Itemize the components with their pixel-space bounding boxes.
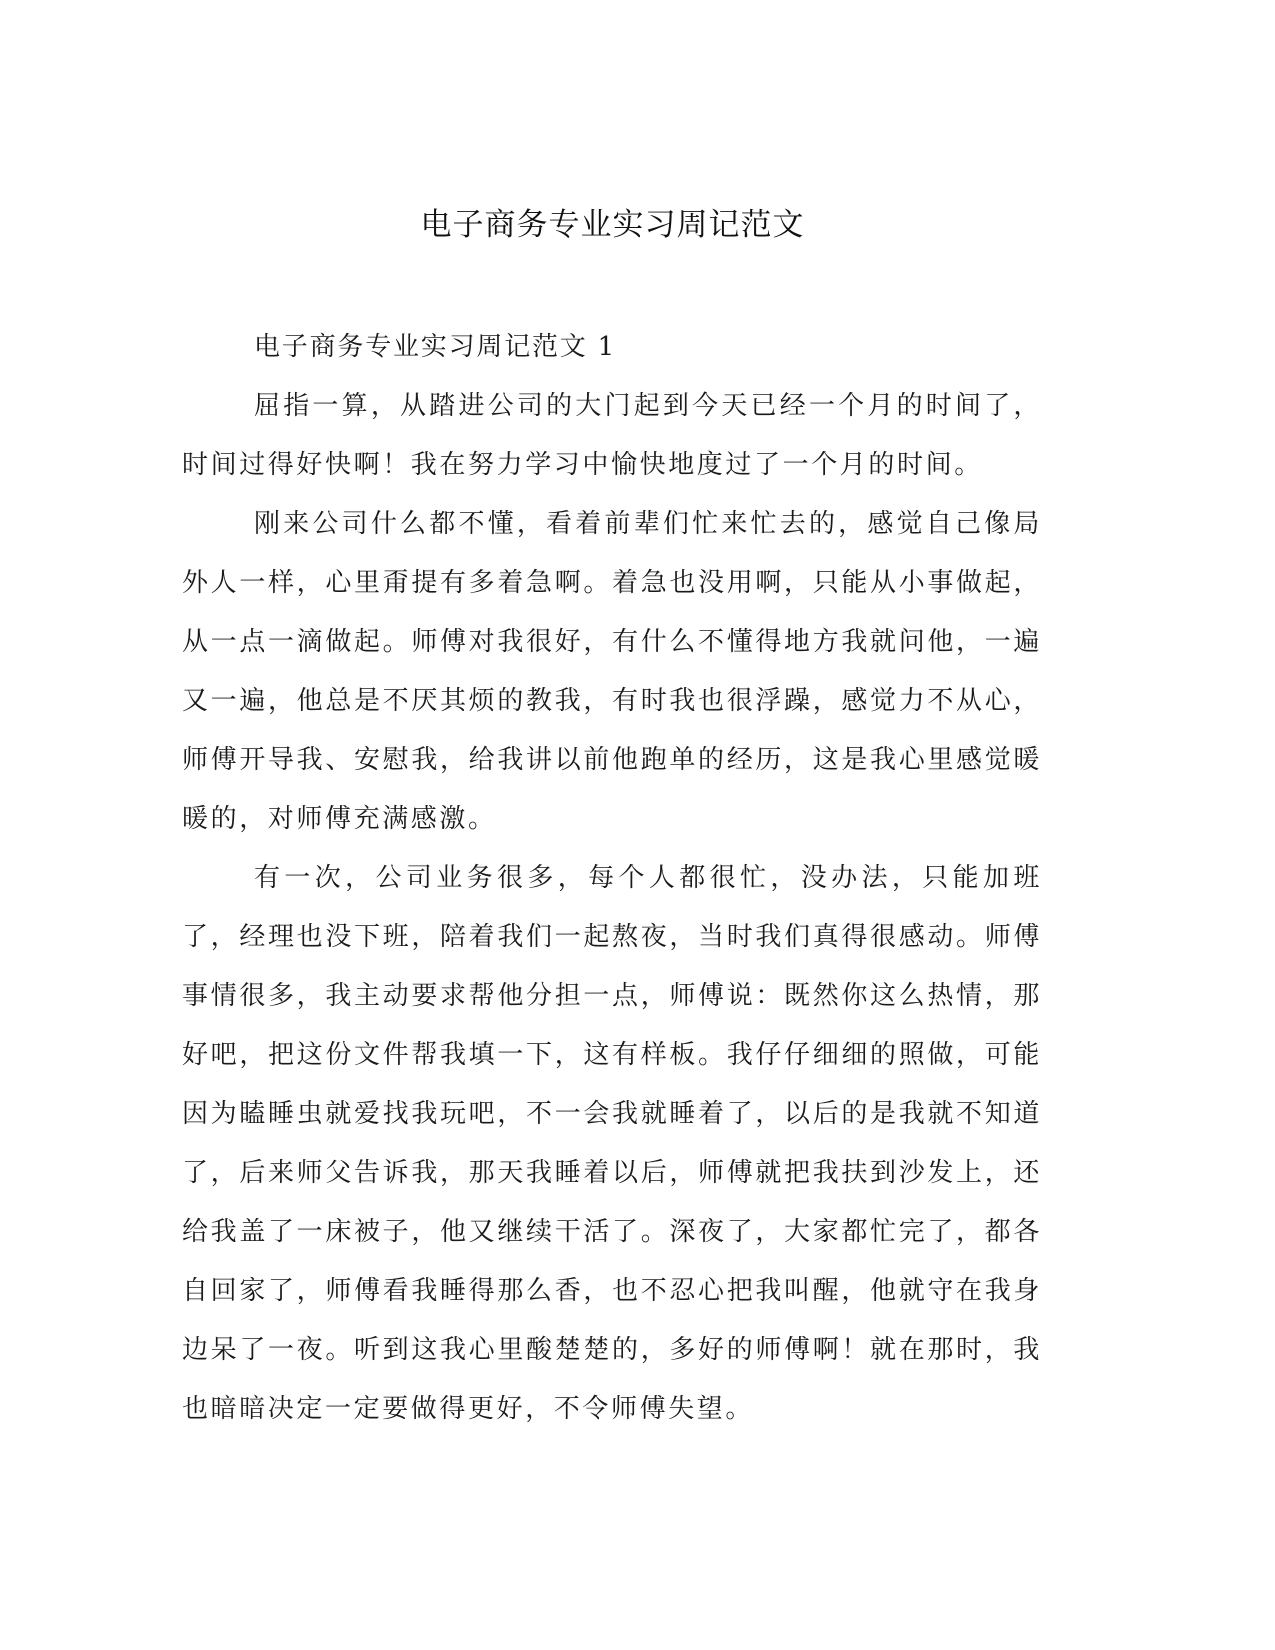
document-body [182, 318, 1042, 1439]
paragraph-3: 有一次，公司业务很多，每个人都很忙，没办法，只能加班了，经理也没下班，陪着我们一起熬夜，当时我们真得很感动。师傅事情很多，我主动要求帮他分担一点，师傅说：既然你这么热情，那好吧，把这份文件帮我填一下，这有样板。我仔仔细细的照做，可能因为瞌睡虫就爱找我玩吧，不一会我就睡着了，以后的是我就不知道了，后来师父告诉我，那天我睡着以后，师傅就把我扶到沙发上，还给我盖了一床被子，他又继续干活了。深夜了，大家都忙完了，都各自回家了，师傅看我睡得那么香，也不忍心把我叫醒，他就守在我身边呆了一夜。听到这我心里酸楚楚的，多好的师傅啊！就在那时，我也暗暗决定一定要做得更好，不令师傅失望。 [182, 863, 1042, 1424]
section-heading: 电子商务专业实习周记范文 1 [254, 332, 617, 362]
document-title: 电子商务专业实习周记范文 [420, 207, 805, 243]
paragraph-1: 屈指一算，从踏进公司的大门起到今天已经一个月的时间了，时间过得好快啊！我在努力学习中愉快地度过了一个月的时间。 [182, 391, 1042, 480]
paragraph-2: 刚来公司什么都不懂，看着前辈们忙来忙去的，感觉自己像局外人一样，心里甭提有多着急啊。着急也没用啊，只能从小事做起，从一点一滴做起。师傅对我很好，有什么不懂得地方我就问他，一遍又一遍，他总是不厌其烦的教我，有时我也很浮躁，感觉力不从心，师傅开导我、安慰我，给我讲以前他跑单的经历，这是我心里感觉暖暖的，对师傅充满感激。 [182, 509, 1042, 834]
